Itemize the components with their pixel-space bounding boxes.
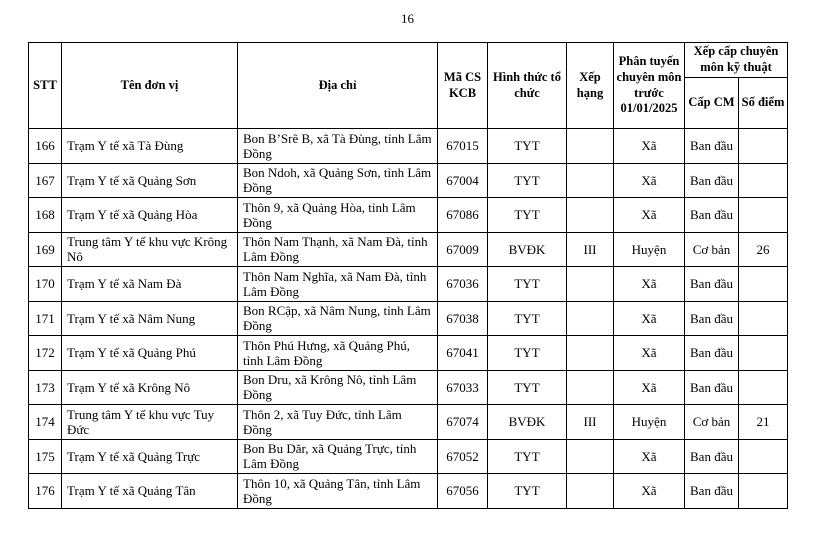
page-number: 16 <box>401 11 414 26</box>
table-row <box>29 405 788 440</box>
cell-xep-hang <box>567 336 614 371</box>
cell-phan-tuyen: Xã <box>614 163 685 198</box>
cell-cap-cm: Ban đầu <box>685 198 739 233</box>
table-row <box>29 232 788 267</box>
cell-dia-chi: Bon RCập, xã Nâm Nung, tỉnh Lâm Đồng <box>238 301 438 336</box>
cell-dia-chi: Thôn Phú Hưng, xã Quảng Phú, tỉnh Lâm Đồng <box>238 336 438 371</box>
cell-cap-cm: Ban đầu <box>685 129 739 164</box>
table-row <box>29 163 788 198</box>
cell-so-diem <box>739 198 788 233</box>
cell-xep-hang <box>567 301 614 336</box>
cell-cap-cm: Ban đầu <box>685 267 739 302</box>
cell-ten-don-vi: Trạm Y tế xã Nam Đà <box>62 267 238 302</box>
table-header <box>29 43 788 129</box>
cell-ma-cs-kcb: 67052 <box>438 439 488 474</box>
cell-ten-don-vi: Trạm Y tế xã Quảng Phú <box>62 336 238 371</box>
cell-so-diem <box>739 336 788 371</box>
table-body <box>29 129 788 509</box>
cell-phan-tuyen: Xã <box>614 198 685 233</box>
cell-dia-chi: Bon Bu Dăr, xã Quảng Trực, tỉnh Lâm Đồng <box>238 439 438 474</box>
cell-ma-cs-kcb: 67041 <box>438 336 488 371</box>
cell-stt: 167 <box>29 163 62 198</box>
cell-xep-hang <box>567 370 614 405</box>
cell-ma-cs-kcb: 67074 <box>438 405 488 440</box>
cell-so-diem <box>739 301 788 336</box>
table-row <box>29 301 788 336</box>
cell-phan-tuyen: Xã <box>614 370 685 405</box>
cell-phan-tuyen: Xã <box>614 336 685 371</box>
cell-ma-cs-kcb: 67033 <box>438 370 488 405</box>
header-ten-don-vi: Tên đơn vị <box>62 43 238 129</box>
cell-hinh-thuc: TYT <box>488 439 567 474</box>
cell-hinh-thuc: TYT <box>488 198 567 233</box>
cell-hinh-thuc: TYT <box>488 163 567 198</box>
cell-dia-chi: Thôn Nam Thạnh, xã Nam Đà, tỉnh Lâm Đồng <box>238 232 438 267</box>
cell-stt: 169 <box>29 232 62 267</box>
cell-xep-hang: III <box>567 405 614 440</box>
cell-hinh-thuc: BVĐK <box>488 405 567 440</box>
cell-phan-tuyen: Xã <box>614 267 685 302</box>
cell-dia-chi: Bon Ndoh, xã Quảng Sơn, tỉnh Lâm Đồng <box>238 163 438 198</box>
table-row <box>29 198 788 233</box>
cell-so-diem <box>739 370 788 405</box>
header-dia-chi: Địa chỉ <box>238 43 438 129</box>
cell-so-diem <box>739 163 788 198</box>
cell-cap-cm: Ban đầu <box>685 336 739 371</box>
cell-stt: 166 <box>29 129 62 164</box>
cell-ten-don-vi: Trạm Y tế xã Tà Đùng <box>62 129 238 164</box>
cell-ma-cs-kcb: 67086 <box>438 198 488 233</box>
cell-cap-cm: Ban đầu <box>685 474 739 509</box>
cell-phan-tuyen: Xã <box>614 129 685 164</box>
cell-so-diem <box>739 267 788 302</box>
cell-ten-don-vi: Trung tâm Y tế khu vực Krông Nô <box>62 232 238 267</box>
table-row <box>29 370 788 405</box>
cell-so-diem <box>739 474 788 509</box>
header-cap-cm: Cấp CM <box>685 78 739 129</box>
cell-phan-tuyen: Xã <box>614 439 685 474</box>
cell-ma-cs-kcb: 67009 <box>438 232 488 267</box>
facility-table <box>28 42 788 509</box>
cell-ten-don-vi: Trạm Y tế xã Quảng Hòa <box>62 198 238 233</box>
cell-ma-cs-kcb: 67015 <box>438 129 488 164</box>
cell-so-diem: 26 <box>739 232 788 267</box>
cell-dia-chi: Thôn 10, xã Quảng Tân, tỉnh Lâm Đồng <box>238 474 438 509</box>
cell-ma-cs-kcb: 67036 <box>438 267 488 302</box>
cell-ten-don-vi: Trạm Y tế xã Nâm Nung <box>62 301 238 336</box>
cell-phan-tuyen: Huyện <box>614 405 685 440</box>
cell-cap-cm: Ban đầu <box>685 370 739 405</box>
table-row <box>29 336 788 371</box>
header-row-1 <box>29 43 788 78</box>
header-xep-hang: Xếp hạng <box>567 43 614 129</box>
cell-stt: 175 <box>29 439 62 474</box>
cell-hinh-thuc: TYT <box>488 129 567 164</box>
cell-cap-cm: Ban đầu <box>685 163 739 198</box>
cell-phan-tuyen: Huyện <box>614 232 685 267</box>
cell-stt: 168 <box>29 198 62 233</box>
cell-xep-hang <box>567 129 614 164</box>
cell-dia-chi: Thôn Nam Nghĩa, xã Nam Đà, tỉnh Lâm Đồng <box>238 267 438 302</box>
cell-dia-chi: Bon B’Srê B, xã Tà Đùng, tỉnh Lâm Đồng <box>238 129 438 164</box>
cell-ma-cs-kcb: 67004 <box>438 163 488 198</box>
table-row <box>29 129 788 164</box>
header-stt: STT <box>29 43 62 129</box>
cell-stt: 174 <box>29 405 62 440</box>
cell-ten-don-vi: Trạm Y tế xã Quảng Sơn <box>62 163 238 198</box>
cell-ten-don-vi: Trung tâm Y tế khu vực Tuy Đức <box>62 405 238 440</box>
cell-dia-chi: Bon Dru, xã Krông Nô, tỉnh Lâm Đồng <box>238 370 438 405</box>
cell-xep-hang <box>567 474 614 509</box>
cell-ten-don-vi: Trạm Y tế xã Quảng Tân <box>62 474 238 509</box>
cell-ten-don-vi: Trạm Y tế xã Quảng Trực <box>62 439 238 474</box>
cell-xep-hang <box>567 439 614 474</box>
cell-stt: 176 <box>29 474 62 509</box>
cell-xep-hang <box>567 267 614 302</box>
cell-cap-cm: Cơ bản <box>685 405 739 440</box>
header-xep-cap-group: Xếp cấp chuyên môn kỹ thuật <box>685 43 788 78</box>
table-row <box>29 267 788 302</box>
table-row <box>29 474 788 509</box>
cell-so-diem: 21 <box>739 405 788 440</box>
cell-hinh-thuc: TYT <box>488 267 567 302</box>
cell-hinh-thuc: BVĐK <box>488 232 567 267</box>
cell-cap-cm: Cơ bản <box>685 232 739 267</box>
cell-ma-cs-kcb: 67038 <box>438 301 488 336</box>
cell-stt: 173 <box>29 370 62 405</box>
cell-ma-cs-kcb: 67056 <box>438 474 488 509</box>
cell-hinh-thuc: TYT <box>488 336 567 371</box>
cell-ten-don-vi: Trạm Y tế xã Krông Nô <box>62 370 238 405</box>
cell-xep-hang <box>567 163 614 198</box>
cell-dia-chi: Thôn 9, xã Quảng Hòa, tỉnh Lâm Đồng <box>238 198 438 233</box>
cell-cap-cm: Ban đầu <box>685 439 739 474</box>
cell-phan-tuyen: Xã <box>614 474 685 509</box>
cell-stt: 172 <box>29 336 62 371</box>
table-row <box>29 439 788 474</box>
header-so-diem: Số điểm <box>739 78 788 129</box>
cell-hinh-thuc: TYT <box>488 370 567 405</box>
cell-dia-chi: Thôn 2, xã Tuy Đức, tỉnh Lâm Đồng <box>238 405 438 440</box>
cell-xep-hang: III <box>567 232 614 267</box>
cell-cap-cm: Ban đầu <box>685 301 739 336</box>
cell-hinh-thuc: TYT <box>488 301 567 336</box>
cell-hinh-thuc: TYT <box>488 474 567 509</box>
header-phan-tuyen: Phân tuyến chuyên môn trước 01/01/2025 <box>614 43 685 129</box>
cell-stt: 170 <box>29 267 62 302</box>
header-ma-cs-kcb: Mã CS KCB <box>438 43 488 129</box>
header-hinh-thuc: Hình thức tổ chức <box>488 43 567 129</box>
cell-so-diem <box>739 129 788 164</box>
cell-xep-hang <box>567 198 614 233</box>
cell-phan-tuyen: Xã <box>614 301 685 336</box>
cell-stt: 171 <box>29 301 62 336</box>
cell-so-diem <box>739 439 788 474</box>
